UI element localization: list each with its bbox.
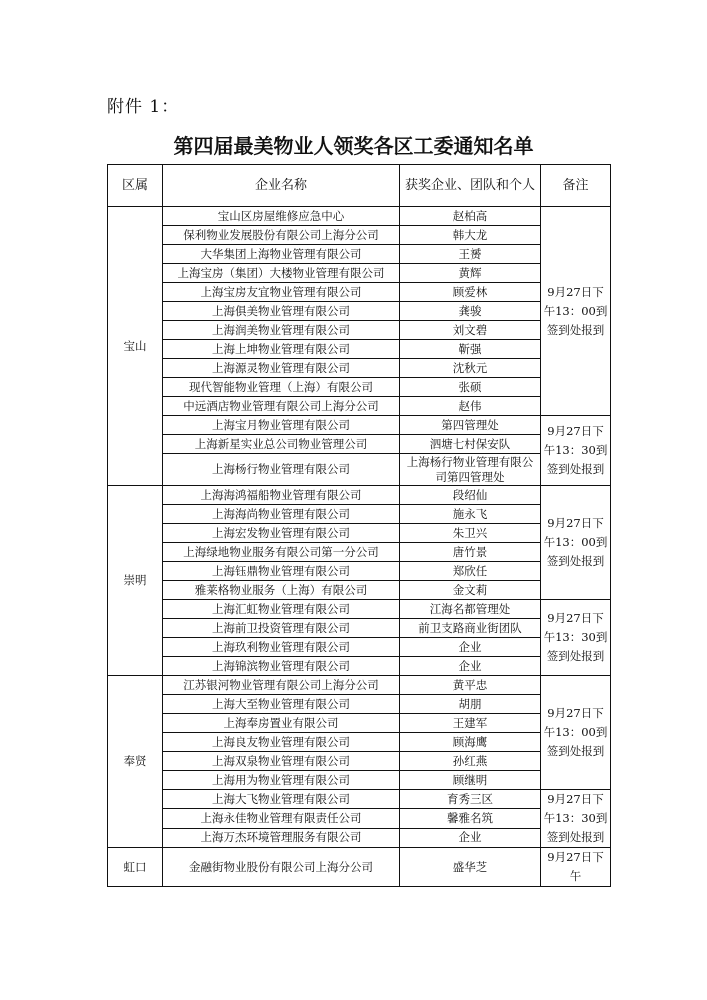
table-row — [108, 207, 611, 226]
company-cell: 大华集团上海物业管理有限公司 — [163, 245, 400, 264]
winner-cell: 企业 — [400, 657, 541, 676]
table-row — [108, 828, 611, 847]
note-cell: 9月27日下午13：30到签到处报到 — [541, 600, 611, 676]
company-cell: 上海上坤物业管理有限公司 — [163, 340, 400, 359]
header-district: 区属 — [108, 165, 163, 207]
company-cell: 上海杨行物业管理有限公司 — [163, 454, 400, 486]
winner-cell: 郑欣任 — [400, 562, 541, 581]
table-row — [108, 638, 611, 657]
company-cell: 上海大飞物业管理有限公司 — [163, 790, 400, 809]
winner-cell: 赵柏高 — [400, 207, 541, 226]
winner-cell: 黄平忠 — [400, 676, 541, 695]
winner-cell: 孙红燕 — [400, 752, 541, 771]
table-row — [108, 600, 611, 619]
attachment-label: 附件 1： — [107, 97, 180, 117]
note-cell: 9月27日下午13：30到签到处报到 — [541, 416, 611, 486]
header-winner: 获奖企业、团队和个人 — [400, 165, 541, 207]
winner-cell: 黄辉 — [400, 264, 541, 283]
table-row — [108, 397, 611, 416]
winner-cell: 泗塘七村保安队 — [400, 435, 541, 454]
company-cell: 上海良友物业管理有限公司 — [163, 733, 400, 752]
winner-cell: 育秀三区 — [400, 790, 541, 809]
table-row — [108, 809, 611, 828]
company-cell: 上海源灵物业管理有限公司 — [163, 359, 400, 378]
company-cell: 雅莱格物业服务（上海）有限公司 — [163, 581, 400, 600]
winner-cell: 靳强 — [400, 340, 541, 359]
winner-cell: 龚骏 — [400, 302, 541, 321]
document-title: 第四届最美物业人领奖各区工委通知名单 — [173, 134, 534, 158]
table-row — [108, 524, 611, 543]
winner-cell: 胡朋 — [400, 695, 541, 714]
table-row — [108, 226, 611, 245]
table-row — [108, 359, 611, 378]
winner-cell: 施永飞 — [400, 505, 541, 524]
note-cell: 9月27日下午 — [541, 848, 611, 887]
winner-cell: 顾爱林 — [400, 283, 541, 302]
company-cell: 上海宝月物业管理有限公司 — [163, 416, 400, 435]
table-row — [108, 340, 611, 359]
company-cell: 宝山区房屋维修应急中心 — [163, 207, 400, 226]
table-row — [108, 505, 611, 524]
table-row — [108, 283, 611, 302]
company-cell: 上海宝房友宜物业管理有限公司 — [163, 283, 400, 302]
winner-cell: 江海名都管理处 — [400, 600, 541, 619]
company-cell: 上海海鸿福船物业管理有限公司 — [163, 486, 400, 505]
company-cell: 上海宏发物业管理有限公司 — [163, 524, 400, 543]
winner-cell: 赵伟 — [400, 397, 541, 416]
winner-cell: 顾海鹰 — [400, 733, 541, 752]
table-row — [108, 714, 611, 733]
company-cell: 上海绿地物业服务有限公司第一分公司 — [163, 543, 400, 562]
district-cell: 虹口 — [108, 848, 163, 887]
table-row — [108, 676, 611, 695]
winner-cell: 第四管理处 — [400, 416, 541, 435]
winner-cell: 馨雅名筑 — [400, 809, 541, 828]
winner-cell: 唐竹景 — [400, 543, 541, 562]
note-cell: 9月27日下午13：30到签到处报到 — [541, 790, 611, 848]
table-row — [108, 733, 611, 752]
winner-cell: 刘文碧 — [400, 321, 541, 340]
table-body — [108, 207, 611, 887]
table-row — [108, 435, 611, 454]
winner-cell: 王建军 — [400, 714, 541, 733]
note-cell: 9月27日下午13：00到签到处报到 — [541, 207, 611, 416]
winner-cell: 王赟 — [400, 245, 541, 264]
company-cell: 上海大至物业管理有限公司 — [163, 695, 400, 714]
company-cell: 上海奉房置业有限公司 — [163, 714, 400, 733]
winner-cell: 沈秋元 — [400, 359, 541, 378]
company-cell: 上海锦滨物业管理有限公司 — [163, 657, 400, 676]
table-row — [108, 790, 611, 809]
table-row — [108, 848, 611, 887]
company-cell: 江苏银河物业管理有限公司上海分公司 — [163, 676, 400, 695]
winner-cell: 企业 — [400, 828, 541, 847]
note-cell: 9月27日下午13：00到签到处报到 — [541, 486, 611, 600]
table-row — [108, 581, 611, 600]
table-row — [108, 657, 611, 676]
table-row — [108, 543, 611, 562]
winner-cell: 朱卫兴 — [400, 524, 541, 543]
winner-cell: 前卫支路商业街团队 — [400, 619, 541, 638]
winner-cell: 段绍仙 — [400, 486, 541, 505]
winner-cell: 盛华芝 — [400, 848, 541, 887]
company-cell: 现代智能物业管理（上海）有限公司 — [163, 378, 400, 397]
company-cell: 中远酒店物业管理有限公司上海分公司 — [163, 397, 400, 416]
company-cell: 上海海尚物业管理有限公司 — [163, 505, 400, 524]
company-cell: 上海玖利物业管理有限公司 — [163, 638, 400, 657]
award-table — [107, 164, 611, 887]
table-row — [108, 695, 611, 714]
winner-cell: 企业 — [400, 638, 541, 657]
company-cell: 上海润美物业管理有限公司 — [163, 321, 400, 340]
table-row — [108, 454, 611, 486]
table-header-row — [108, 165, 611, 207]
company-cell: 保利物业发展股份有限公司上海分公司 — [163, 226, 400, 245]
winner-cell: 顾继明 — [400, 771, 541, 790]
company-cell: 上海双泉物业管理有限公司 — [163, 752, 400, 771]
table-row — [108, 486, 611, 505]
table-row — [108, 562, 611, 581]
table-row — [108, 264, 611, 283]
company-cell: 上海前卫投资管理有限公司 — [163, 619, 400, 638]
winner-cell: 上海杨行物业管理有限公司第四管理处 — [400, 454, 541, 486]
table-row — [108, 321, 611, 340]
table-row — [108, 752, 611, 771]
table-row — [108, 378, 611, 397]
district-cell: 宝山 — [108, 207, 163, 486]
winner-cell: 韩大龙 — [400, 226, 541, 245]
winner-cell: 张硕 — [400, 378, 541, 397]
company-cell: 上海新星实业总公司物业管理公司 — [163, 435, 400, 454]
table-row — [108, 619, 611, 638]
table-row — [108, 416, 611, 435]
district-cell: 奉贤 — [108, 676, 163, 848]
company-cell: 上海钰鼎物业管理有限公司 — [163, 562, 400, 581]
company-cell: 上海用为物业管理有限公司 — [163, 771, 400, 790]
company-cell: 上海宝房（集团）大楼物业管理有限公司 — [163, 264, 400, 283]
district-cell: 崇明 — [108, 486, 163, 676]
table-row — [108, 245, 611, 264]
company-cell: 上海万杰环境管理服务有限公司 — [163, 828, 400, 847]
header-company: 企业名称 — [163, 165, 400, 207]
table-row — [108, 771, 611, 790]
table-row — [108, 302, 611, 321]
company-cell: 上海汇虹物业管理有限公司 — [163, 600, 400, 619]
company-cell: 上海俱美物业管理有限公司 — [163, 302, 400, 321]
company-cell: 金融街物业股份有限公司上海分公司 — [163, 848, 400, 887]
winner-cell: 金文莉 — [400, 581, 541, 600]
note-cell: 9月27日下午13：00到签到处报到 — [541, 676, 611, 790]
company-cell: 上海永佳物业管理有限责任公司 — [163, 809, 400, 828]
header-note: 备注 — [541, 165, 611, 207]
